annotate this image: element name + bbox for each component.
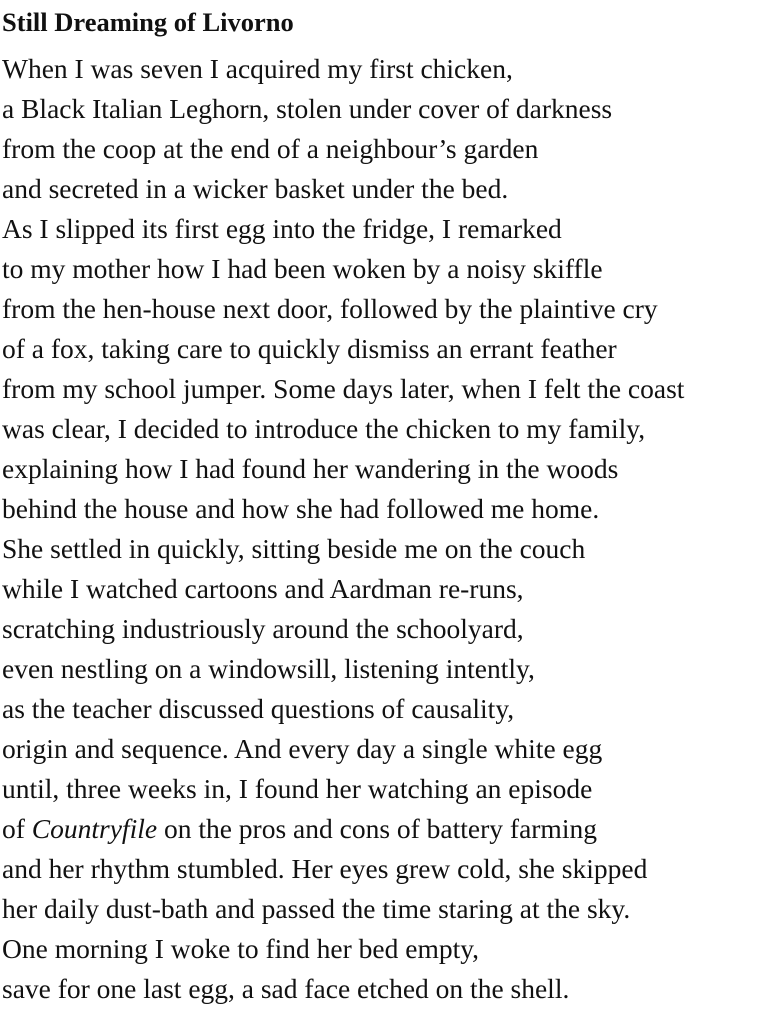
poem-line: scratching industriously around the schoolyard, bbox=[2, 613, 524, 644]
poem-line: to my mother how I had been woken by a noisy skiffle bbox=[2, 253, 603, 284]
poem-line: One morning I woke to find her bed empty, bbox=[2, 933, 480, 964]
poem-line: until, three weeks in, I found her watching an episode bbox=[2, 773, 593, 804]
poem-line: origin and sequence. And every day a single white egg bbox=[2, 733, 603, 764]
poem-line: She settled in quickly, sitting beside me on the couch bbox=[2, 533, 586, 564]
poem-line: her daily dust-bath and passed the time staring at the sky. bbox=[2, 893, 631, 924]
programme-title: Countryfile bbox=[31, 813, 158, 844]
poem-line: of a fox, taking care to quickly dismiss an errant feather bbox=[2, 333, 617, 364]
poem-line: from the hen-house next door, followed by the plaintive cry bbox=[2, 293, 658, 324]
poem-line: and secreted in a wicker basket under the bed. bbox=[2, 173, 509, 204]
poem-line: When I was seven I acquired my first chicken, bbox=[2, 53, 513, 84]
poem-line: from my school jumper. Some days later, when I felt the coast bbox=[2, 373, 685, 404]
poem-line: and her rhythm stumbled. Her eyes grew cold, she skipped bbox=[2, 853, 648, 884]
poem-line: a Black Italian Leghorn, stolen under cover of darkness bbox=[2, 93, 613, 124]
poem-line: As I slipped its first egg into the fridge, I remarked bbox=[2, 213, 562, 244]
poem-line-suffix: on the pros and cons of battery farming bbox=[157, 813, 597, 844]
poem-line: as the teacher discussed questions of causality, bbox=[2, 693, 515, 724]
poem-line-prefix: of bbox=[2, 813, 32, 844]
poem-line: save for one last egg, a sad face etched on the shell. bbox=[2, 973, 570, 1004]
poem-line: while I watched cartoons and Aardman re-runs, bbox=[2, 573, 524, 604]
poem-line: even nestling on a windowsill, listening intently, bbox=[2, 653, 535, 684]
poem-line: from the coop at the end of a neighbour’s garden bbox=[2, 133, 539, 164]
poem-line-countryfile bbox=[2, 809, 760, 849]
poem-title: Still Dreaming of Livorno bbox=[2, 7, 294, 37]
poem-line: behind the house and how she had followed me home. bbox=[2, 493, 600, 524]
poem-line: was clear, I decided to introduce the chicken to my family, bbox=[2, 413, 646, 444]
poem-line: explaining how I had found her wandering in the woods bbox=[2, 453, 619, 484]
poem-body bbox=[2, 53, 760, 1019]
poem bbox=[2, 0, 760, 1019]
